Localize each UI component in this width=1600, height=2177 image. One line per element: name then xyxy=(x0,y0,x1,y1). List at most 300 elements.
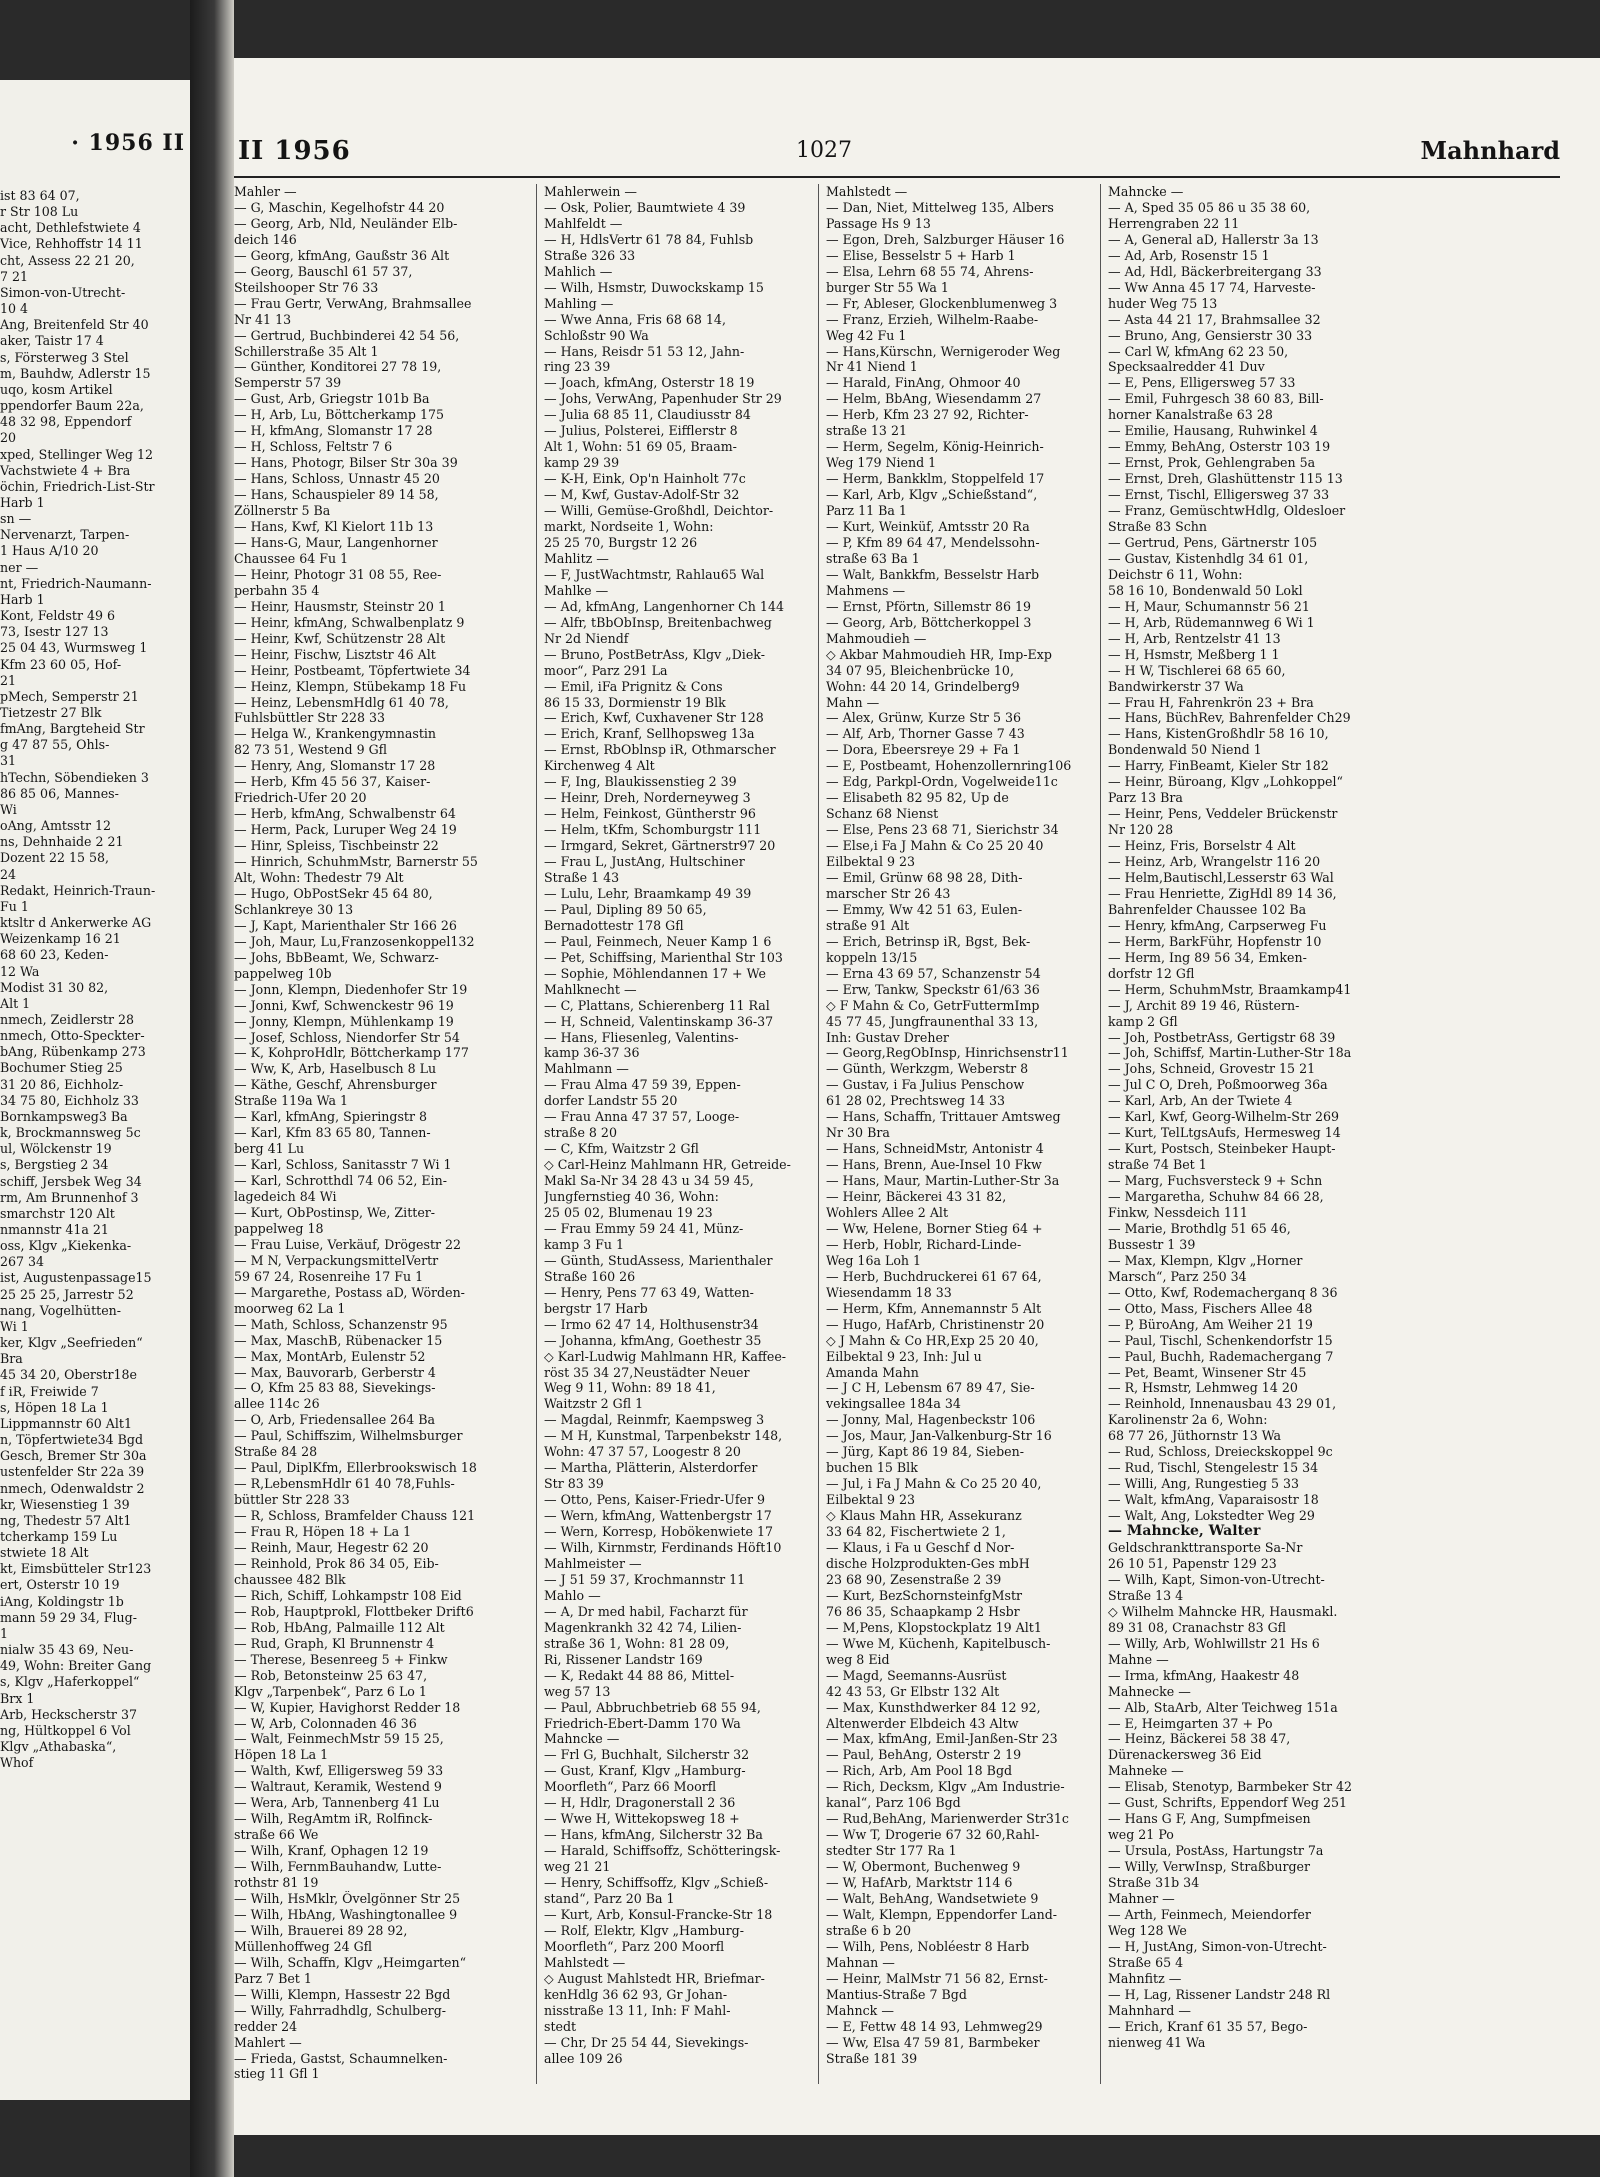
directory-entry-line: Bahrenfelder Chaussee 102 Ba xyxy=(1108,901,1307,917)
directory-entry-line: — Max, kfmAng, Emil-Janßen-Str 23 xyxy=(826,1731,1058,1747)
facing-page-line: hTechn, Söbendieken 3 xyxy=(0,769,149,785)
directory-entry-line: — Wern, kfmAng, Wattenbergstr 17 xyxy=(544,1508,772,1524)
directory-entry-line: stieg 11 Gfl 1 xyxy=(234,2066,320,2082)
directory-entry-line: Friedrich-Ebert-Damm 170 Wa xyxy=(544,1715,741,1731)
directory-entry-line: — Herm, Ing 89 56 34, Emken- xyxy=(1108,949,1307,965)
directory-entry-line: — K, KohproHdlr, Böttcherkamp 177 xyxy=(234,1045,469,1061)
facing-page-line: Bra xyxy=(0,1351,23,1367)
directory-entry-line: — Hinr, Spleiss, Tischbeinstr 22 xyxy=(234,838,439,854)
directory-entry-line: — Julia 68 85 11, Claudiusstr 84 xyxy=(544,407,751,423)
directory-entry-line: — Erich, Kwf, Cuxhavener Str 128 xyxy=(544,710,764,726)
directory-entry-line: — Erich, Kranf 61 35 57, Bego- xyxy=(1108,2018,1308,2034)
facing-page-line: ng, Thedestr 57 Alt1 xyxy=(0,1512,132,1528)
facing-page-line: Simon-von-Utrecht- xyxy=(0,284,126,300)
directory-entry-line: straße 74 Bet 1 xyxy=(1108,1157,1207,1173)
facing-page-line: oss, Klgv „Kiekenka- xyxy=(0,1238,132,1254)
directory-entry-line: Karolinenstr 2a 6, Wohn: xyxy=(1108,1412,1268,1428)
directory-entry-line: 26 10 51, Papenstr 129 23 xyxy=(1108,1555,1277,1571)
directory-entry-line: — Otto, Pens, Kaiser-Friedr-Ufer 9 xyxy=(544,1492,766,1508)
directory-entry-line: — A, Sped 35 05 86 u 35 38 60, xyxy=(1108,199,1311,215)
directory-entry-line: — Heinz, LebensmHdlg 61 40 78, xyxy=(234,694,449,710)
directory-entry-line: — Joh, Maur, Lu,Franzosenkoppel132 xyxy=(234,933,475,949)
facing-page-line: 31 xyxy=(0,753,17,769)
column-divider xyxy=(1100,184,1101,2084)
directory-entry-line: allee 114c 26 xyxy=(234,1396,320,1412)
directory-entry-line: — Marie, Brothdlg 51 65 46, xyxy=(1108,1220,1291,1236)
directory-entry-line: Deichstr 6 11, Wohn: xyxy=(1108,566,1243,582)
directory-entry-line: — Frau H, Fahrenkrön 23 + Bra xyxy=(1108,694,1314,710)
directory-entry-line: straße 36 1, Wohn: 81 28 09, xyxy=(544,1635,730,1651)
directory-entry-line: — Karl, Kwf, Georg-Wilhelm-Str 269 xyxy=(1108,1109,1340,1125)
directory-column-1 xyxy=(234,184,526,2084)
directory-entry-line: — Hans, BüchRev, Bahrenfelder Ch29 xyxy=(1108,710,1351,726)
directory-entry-line: — Ursula, PostAss, Hartungstr 7a xyxy=(1108,1843,1324,1859)
facing-page-line: xped, Stellinger Weg 12 xyxy=(0,446,154,462)
directory-entry-line: — Max, Bauvorarb, Gerberstr 4 xyxy=(234,1364,436,1380)
directory-entry-line: — Helga W., Krankengymnastin xyxy=(234,726,437,742)
directory-entry-line: — Franz, GemüschtwHdlg, Oldesloer xyxy=(1108,503,1346,519)
directory-entry-line: — Paul, BehAng, Osterstr 2 19 xyxy=(826,1747,1022,1763)
facing-page-line: 12 Wa xyxy=(0,963,40,979)
directory-entry-line: — Carl W, kfmAng 62 23 50, xyxy=(1108,343,1289,359)
directory-entry-line: — H, Schloss, Feltstr 7 6 xyxy=(234,439,393,455)
directory-entry-line: — Wern, Korresp, Hobökenwiete 17 xyxy=(544,1524,773,1540)
directory-entry-line: — M N, VerpackungsmittelVertr xyxy=(234,1252,439,1268)
directory-entry-line: Moorfleth“, Parz 66 Moorfl xyxy=(544,1779,717,1795)
directory-entry-line: straße 6 b 20 xyxy=(826,1922,912,1938)
directory-entry-line: Bandwirkerstr 37 Wa xyxy=(1108,678,1244,694)
directory-entry-line: — Erich, Betrinsp iR, Bgst, Bek- xyxy=(826,933,1031,949)
directory-entry-line: Mahlstedt — xyxy=(826,184,908,199)
directory-entry-line: perbahn 35 4 xyxy=(234,582,320,598)
directory-entry-line: — Georg, Bauschl 61 57 37, xyxy=(234,263,413,279)
directory-entry-line: Mahlstedt — xyxy=(544,1954,626,1970)
facing-page-line: 1 xyxy=(0,1625,9,1641)
directory-entry-line: — Ad, Hdl, Bäckerbreitergang 33 xyxy=(1108,263,1322,279)
directory-entry-line: Straße 181 39 xyxy=(826,2050,918,2066)
directory-entry-line: — Helm, Feinkost, Güntherstr 96 xyxy=(544,806,756,822)
directory-entry-line: — Johanna, kfmAng, Goethestr 35 xyxy=(544,1332,762,1348)
directory-entry-line: — Karl, Schrotthdl 74 06 52, Ein- xyxy=(234,1173,447,1189)
directory-entry-line: 58 16 10, Bondenwald 50 Lokl xyxy=(1108,582,1303,598)
directory-entry-line: — Otto, Mass, Fischers Allee 48 xyxy=(1108,1300,1313,1316)
directory-entry-line: — Paul, Abbruchbetrieb 68 55 94, xyxy=(544,1699,761,1715)
directory-entry-line: nienweg 41 Wa xyxy=(1108,2034,1206,2050)
directory-entry-line: Specksaalredder 41 Duv xyxy=(1108,359,1265,375)
directory-entry-line: — C, Kfm, Waitzstr 2 Gfl xyxy=(544,1141,699,1157)
directory-entry-line: — Georg,RegObInsp, Hinrichsenstr11 xyxy=(826,1045,1069,1061)
directory-entry-line: Weg 16a Loh 1 xyxy=(826,1252,922,1268)
facing-page-line: aker, Taistr 17 4 xyxy=(0,333,104,349)
directory-entry-line: 23 68 90, Zesenstraße 2 39 xyxy=(826,1571,1002,1587)
facing-page-line: 267 34 xyxy=(0,1254,45,1270)
directory-entry-line: — Max, Klempn, Klgv „Horner xyxy=(1108,1252,1303,1268)
directory-entry-line: — Heinr, Photogr 31 08 55, Ree- xyxy=(234,566,442,582)
directory-entry-line: Straße 13 4 xyxy=(1108,1587,1184,1603)
facing-page-line: k, Brockmannsweg 5c xyxy=(0,1125,141,1141)
directory-entry-line: — Hans,Kürschn, Wernigeroder Weg xyxy=(826,343,1061,359)
directory-entry-line: — P, Kfm 89 64 47, Mendelssohn- xyxy=(826,534,1040,550)
directory-entry-line: dorfstr 12 Gfl xyxy=(1108,965,1195,981)
directory-entry-line: — Jürg, Kapt 86 19 84, Sieben- xyxy=(826,1444,1024,1460)
directory-entry-line: — Ernst, Prok, Gehlengraben 5a xyxy=(1108,455,1316,471)
facing-page-line: ppendorfer Baum 22a, xyxy=(0,398,144,414)
directory-entry-line: büttler Str 228 33 xyxy=(234,1492,350,1508)
directory-entry-line: — Frl G, Buchhalt, Silcherstr 32 xyxy=(544,1747,750,1763)
directory-entry-line: Straße 326 33 xyxy=(544,247,636,263)
directory-entry-line: — Mahncke, Walter xyxy=(1108,1524,1261,1540)
facing-page-line: mann 59 29 34, Flug- xyxy=(0,1609,137,1625)
directory-entry-line: — Heinr, Fischw, Lisztstr 46 Alt xyxy=(234,646,436,662)
directory-entry-line: — Walt, FeinmechMstr 59 15 25, xyxy=(234,1731,444,1747)
facing-page-line: s, Bergstieg 2 34 xyxy=(0,1157,109,1173)
directory-entry-line: — H W, Tischlerei 68 65 60, xyxy=(1108,662,1286,678)
facing-page-line: 1 Haus A/10 20 xyxy=(0,543,99,559)
directory-entry-line: — Joh, PostbetrAss, Gertigstr 68 39 xyxy=(1108,1029,1336,1045)
directory-entry-line: — H, JustAng, Simon-von-Utrecht- xyxy=(1108,1938,1327,1954)
directory-entry-line: — Frieda, Gastst, Schaumnelken- xyxy=(234,2050,448,2066)
facing-page-line: Redakt, Heinrich-Traun- xyxy=(0,882,156,898)
directory-entry-line: — M,Pens, Klopstockplatz 19 Alt1 xyxy=(826,1619,1042,1635)
directory-entry-line: Nr 41 13 xyxy=(234,311,292,327)
directory-entry-line: straße 91 Alt xyxy=(826,917,910,933)
directory-entry-line: — Pet, Schiffsing, Marienthal Str 103 xyxy=(544,949,783,965)
facing-page-line: schiff, Jersbek Weg 34 xyxy=(0,1173,142,1189)
facing-page-line: s, Höpen 18 La 1 xyxy=(0,1399,109,1415)
facing-page-line: Wi 1 xyxy=(0,1318,29,1334)
directory-entry-line: — Willi, Ang, Rungestieg 5 33 xyxy=(1108,1476,1300,1492)
facing-page-line: Bochumer Stieg 25 xyxy=(0,1060,123,1076)
directory-entry-line: — Ww, Elsa 47 59 81, Barmbeker xyxy=(826,2034,1040,2050)
facing-page-line: tcherkamp 159 Lu xyxy=(0,1528,118,1544)
facing-page-line: nmech, Odenwaldstr 2 xyxy=(0,1480,145,1496)
directory-entry-line: Nr 120 28 xyxy=(1108,822,1174,838)
directory-entry-line: — Heinr, MalMstr 71 56 82, Ernst- xyxy=(826,1970,1048,1986)
directory-entry-line: Amanda Mahn xyxy=(826,1364,919,1380)
directory-entry-line: — Hans, KistenGroßhdlr 58 16 10, xyxy=(1108,726,1329,742)
directory-entry-line: straße 66 We xyxy=(234,1827,319,1843)
facing-page-line: fmAng, Bargteheid Str xyxy=(0,721,145,737)
directory-entry-line: — H, Schneid, Valentinskamp 36-37 xyxy=(544,1013,774,1029)
directory-entry-line: — Gust, Schrifts, Eppendorf Weg 251 xyxy=(1108,1795,1348,1811)
directory-entry-line: — Heinr, Dreh, Norderneyweg 3 xyxy=(544,790,751,806)
directory-entry-line: — Emil, iFa Prignitz & Cons xyxy=(544,678,723,694)
directory-entry-line: ◇ Wilhelm Mahncke HR, Hausmakl. xyxy=(1108,1603,1338,1619)
directory-entry-line: — Wilh, Kapt, Simon-von-Utrecht- xyxy=(1108,1571,1325,1587)
directory-entry-line: — Joh, Schiffsf, Martin-Luther-Str 18a xyxy=(1108,1045,1352,1061)
directory-entry-line: chaussee 482 Blk xyxy=(234,1571,346,1587)
directory-entry-line: — Wera, Arb, Tannenberg 41 Lu xyxy=(234,1795,440,1811)
directory-entry-line: Mahlmeister — xyxy=(544,1555,642,1571)
facing-page-line: ker, Klgv „Seefrieden“ xyxy=(0,1335,143,1351)
facing-page-line: s, Försterweg 3 Stel xyxy=(0,349,129,365)
directory-entry-line: Mahnecke — xyxy=(1108,1683,1191,1699)
facing-page-line: smarchstr 120 Alt xyxy=(0,1205,115,1221)
directory-entry-line: — Alb, StaArb, Alter Teichweg 151a xyxy=(1108,1699,1338,1715)
directory-entry-line: — Ernst, RbOblnsp iR, Othmarscher xyxy=(544,742,776,758)
directory-entry-line: — Walt, Klempn, Eppendorfer Land- xyxy=(826,1906,1058,1922)
directory-entry-line: Müllenhoffweg 24 Gfl xyxy=(234,1938,373,1954)
directory-entry-line: — Paul, Buchh, Rademachergang 7 xyxy=(1108,1348,1334,1364)
directory-entry-line: — M, Kwf, Gustav-Adolf-Str 32 xyxy=(544,487,740,503)
directory-entry-line: — Hans, Kwf, Kl Kielort 11b 13 xyxy=(234,519,434,535)
directory-entry-line: — Karl, Kfm 83 65 80, Tannen- xyxy=(234,1125,431,1141)
directory-entry-line: Straße 83 Schn xyxy=(1108,519,1208,535)
directory-entry-line: Dürenackersweg 36 Eid xyxy=(1108,1747,1262,1763)
facing-page-line: nmech, Zeidlerstr 28 xyxy=(0,1011,135,1027)
directory-entry-line: — Magd, Seemanns-Ausrüst xyxy=(826,1667,1007,1683)
directory-entry-line: 33 64 82, Fischertwiete 2 1, xyxy=(826,1524,1006,1540)
directory-entry-line: — Irmgard, Sekret, Gärtnerstr97 20 xyxy=(544,838,776,854)
facing-page-line: s, Klgv „Haferkoppel“ xyxy=(0,1674,140,1690)
directory-entry-line: — Alf, Arb, Thorner Gasse 7 43 xyxy=(826,726,1025,742)
directory-entry-line: — Walt, Ang, Lokstedter Weg 29 xyxy=(1108,1508,1315,1524)
directory-entry-line: ◇ Karl-Ludwig Mahlmann HR, Kaffee- xyxy=(544,1348,787,1364)
facing-page-line: Arb, Heckscherstr 37 xyxy=(0,1706,137,1722)
directory-entry-line: 86 15 33, Dormienstr 19 Blk xyxy=(544,694,726,710)
facing-page-line: n, Töpfertwiete34 Bgd xyxy=(0,1432,144,1448)
facing-page-line: Alt 1 xyxy=(0,995,31,1011)
facing-page-line: Harb 1 xyxy=(0,494,45,510)
directory-entry-line: stedt xyxy=(544,2018,577,2034)
directory-entry-line: 34 07 95, Bleichenbrücke 10, xyxy=(826,662,1014,678)
directory-page xyxy=(234,58,1600,2135)
directory-entry-line: — Walt, kfmAng, Vaparaisostr 18 xyxy=(1108,1492,1319,1508)
directory-entry-line: marscher Str 26 43 xyxy=(826,885,951,901)
directory-entry-line: moorweg 62 La 1 xyxy=(234,1300,346,1316)
directory-entry-line: — Georg, kfmAng, Gaußstr 36 Alt xyxy=(234,247,450,263)
directory-entry-line: ◇ August Mahlstedt HR, Briefmar- xyxy=(544,1970,765,1986)
directory-entry-line: Wohlers Allee 2 Alt xyxy=(826,1205,949,1220)
directory-entry-line: buchen 15 Blk xyxy=(826,1460,918,1476)
directory-entry-line: — R,LebensmHdlr 61 40 78,Fuhls- xyxy=(234,1476,455,1492)
directory-entry-line: allee 109 26 xyxy=(544,2050,623,2066)
directory-entry-line: — E, Heimgarten 37 + Po xyxy=(1108,1715,1273,1731)
directory-entry-line: — J, Kapt, Marienthaler Str 166 26 xyxy=(234,917,457,933)
directory-entry-line: — W, Kupier, Havighorst Redder 18 xyxy=(234,1699,461,1715)
facing-page-line: 24 xyxy=(0,866,17,882)
directory-entry-line: — Kurt, TelLtgsAufs, Hermesweg 14 xyxy=(1108,1125,1341,1141)
directory-entry-line: bergstr 17 Harb xyxy=(544,1300,648,1316)
directory-entry-line: — Herm, Bankklm, Stoppelfeld 17 xyxy=(826,471,1045,487)
directory-entry-line: — Ernst, Pförtn, Sillemstr 86 19 xyxy=(826,598,1032,614)
directory-entry-line: — Helm, tKfm, Schomburgstr 111 xyxy=(544,822,762,838)
directory-entry-line: — Ernst, Dreh, Glashüttenstr 115 13 xyxy=(1108,471,1343,487)
directory-entry-line: — Elise, Besselstr 5 + Harb 1 xyxy=(826,247,1016,263)
directory-entry-line: — Paul, Tischl, Schenkendorfstr 15 xyxy=(1108,1332,1333,1348)
directory-entry-line: — Harald, FinAng, Ohmoor 40 xyxy=(826,375,1021,391)
directory-entry-line: — Klaus, i Fa u Geschf d Nor- xyxy=(826,1540,1015,1556)
directory-entry-line: Parz 11 Ba 1 xyxy=(826,503,907,519)
directory-entry-line: — Herm, Segelm, König-Heinrich- xyxy=(826,439,1044,455)
facing-page-line: 49, Wohn: Breiter Gang xyxy=(0,1658,152,1674)
facing-page-line: nialw 35 43 69, Neu- xyxy=(0,1642,134,1658)
directory-entry-line: Marsch“, Parz 250 34 xyxy=(1108,1268,1247,1284)
directory-entry-line: Schillerstraße 35 Alt 1 xyxy=(234,343,379,359)
directory-entry-line: 61 28 02, Prechtsweg 14 33 xyxy=(826,1093,1006,1109)
directory-entry-line: — Helm, BbAng, Wiesendamm 27 xyxy=(826,391,1042,407)
directory-entry-line: — E, Postbeamt, Hohenzollernring106 xyxy=(826,758,1072,774)
directory-entry-line: Friedrich-Ufer 20 20 xyxy=(234,790,367,806)
directory-entry-line: — Wwe Anna, Fris 68 68 14, xyxy=(544,311,726,327)
directory-entry-line: — Gustav, i Fa Julius Penschow xyxy=(826,1077,1025,1093)
directory-entry-line: — Julius, Polsterei, Eifflerstr 8 xyxy=(544,423,738,439)
directory-entry-line: kamp 2 Gfl xyxy=(1108,1013,1178,1029)
directory-entry-line: dische Holzprodukten-Ges mbH xyxy=(826,1555,1030,1571)
facing-page-line: uqo, kosm Artikel xyxy=(0,381,113,397)
directory-entry-line: Parz 7 Bet 1 xyxy=(234,1970,312,1986)
directory-entry-line: horner Kanalstraße 63 28 xyxy=(1108,407,1273,423)
directory-entry-line: — Otto, Kwf, Rodemacherganq 8 36 xyxy=(1108,1284,1338,1300)
directory-entry-line: — Rud, Schloss, Dreieckskoppel 9c xyxy=(1108,1444,1333,1460)
directory-entry-line: — Fr, Ableser, Glockenblumenweg 3 xyxy=(826,295,1058,311)
directory-entry-line: — Alex, Grünw, Kurze Str 5 36 xyxy=(826,710,1021,726)
directory-entry-line: — Rich, Schiff, Lohkampstr 108 Eid xyxy=(234,1587,462,1603)
directory-entry-line: — Wilh, Kirnmstr, Ferdinands Höft10 xyxy=(544,1540,782,1556)
facing-page-line: r Str 108 Lu xyxy=(0,204,79,220)
directory-entry-line: — Gertrud, Buchbinderei 42 54 56, xyxy=(234,327,460,343)
directory-entry-line: huder Weg 75 13 xyxy=(1108,295,1218,311)
directory-entry-line: — Hans, Fliesenleg, Valentins- xyxy=(544,1029,739,1045)
directory-entry-line: — Jul C O, Dreh, Poßmoorweg 36a xyxy=(1108,1077,1328,1093)
running-head: Mahnhard xyxy=(1420,136,1560,165)
facing-page-line: 21 xyxy=(0,672,17,688)
directory-entry-line: Wiesendamm 18 33 xyxy=(826,1284,952,1300)
directory-entry-line: Kirchenweg 4 Alt xyxy=(544,758,655,774)
directory-entry-line: Straße 1 43 xyxy=(544,869,620,885)
directory-entry-line: Herrengraben 22 11 xyxy=(1108,215,1240,231)
directory-entry-line: — Helm,Bautischl,Lesserstr 63 Wal xyxy=(1108,869,1334,885)
directory-entry-line: — Heinz, Klempn, Stübekamp 18 Fu xyxy=(234,678,467,694)
directory-entry-line: — J, Archit 89 19 46, Rüstern- xyxy=(1108,997,1300,1013)
directory-entry-line: — Hans G F, Ang, Sumpfmeisen xyxy=(1108,1811,1311,1827)
directory-entry-line: Schanz 68 Nienst xyxy=(826,806,939,822)
directory-column-2 xyxy=(544,184,836,2084)
directory-entry-line: 59 67 24, Rosenreihe 17 Fu 1 xyxy=(234,1268,424,1284)
directory-entry-line: — K, Redakt 44 88 86, Mittel- xyxy=(544,1667,735,1683)
directory-entry-line: — Paul, Feinmech, Neuer Kamp 1 6 xyxy=(544,933,772,949)
directory-entry-line: weg 21 Po xyxy=(1108,1827,1174,1843)
directory-entry-line: — Franz, Erzieh, Wilhelm-Raabe- xyxy=(826,311,1039,327)
facing-page-line: nmannstr 41a 21 xyxy=(0,1222,109,1237)
directory-entry-line: Wohn: 44 20 14, Grindelberg9 xyxy=(826,678,1020,694)
directory-entry-line: — Emmy, BehAng, Osterstr 103 19 xyxy=(1108,439,1331,455)
facing-page-line: ner — xyxy=(0,559,39,575)
directory-entry-line: Finkw, Nessdeich 111 xyxy=(1108,1205,1248,1220)
directory-entry-line: — Hans, kfmAng, Silcherstr 32 Ba xyxy=(544,1827,763,1843)
directory-entry-line: Straße 84 28 xyxy=(234,1444,318,1460)
facing-page-line: Dozent 22 15 58, xyxy=(0,850,110,866)
directory-entry-line: Mahlmann — xyxy=(544,1061,629,1077)
directory-entry-line: — Bruno, PostBetrAss, Klgv „Diek- xyxy=(544,646,765,662)
directory-entry-line: — H, Maur, Schumannstr 56 21 xyxy=(1108,598,1310,614)
directory-entry-line: — Gust, Arb, Griegstr 101b Ba xyxy=(234,391,430,407)
directory-entry-line: — Kurt, BezSchornsteinfgMstr xyxy=(826,1587,1023,1603)
directory-entry-line: Eilbektal 9 23 xyxy=(826,1492,916,1508)
directory-entry-line: Alt 1, Wohn: 51 69 05, Braam- xyxy=(544,439,737,455)
directory-entry-line: Parz 13 Bra xyxy=(1108,790,1183,806)
directory-entry-line: — O, Arb, Friedensallee 264 Ba xyxy=(234,1412,435,1428)
directory-entry-line: — Herm, BarkFühr, Hopfenstr 10 xyxy=(1108,933,1322,949)
directory-entry-line: — Wwe M, Küchenh, Kapitelbusch- xyxy=(826,1635,1051,1651)
directory-entry-line: Alt, Wohn: Thedestr 79 Alt xyxy=(234,869,404,885)
directory-entry-line: — G, Maschin, Kegelhofstr 44 20 xyxy=(234,199,445,215)
facing-page-line: 68 60 23, Keden- xyxy=(0,947,109,963)
directory-entry-line: ◇ Akbar Mahmoudieh HR, Imp-Exp xyxy=(826,646,1052,662)
directory-entry-line: — Georg, Arb, Böttcherkoppel 3 xyxy=(826,614,1032,630)
directory-entry-line: — Emilie, Hausang, Ruhwinkel 4 xyxy=(1108,423,1318,439)
directory-entry-line: Semperstr 57 39 xyxy=(234,375,342,391)
directory-entry-line: — M H, Kunstmal, Tarpenbekstr 148, xyxy=(544,1428,783,1444)
directory-entry-line: — Chr, Dr 25 54 44, Sievekings- xyxy=(544,2034,749,2050)
directory-entry-line: — Paul, DiplKfm, Ellerbrookswisch 18 xyxy=(234,1460,477,1476)
directory-entry-line: — Frau Alma 47 59 39, Eppen- xyxy=(544,1077,741,1093)
page-number: 1027 xyxy=(796,138,852,163)
facing-page-line: 25 04 43, Wurmsweg 1 xyxy=(0,640,148,656)
directory-entry-line: Moorfleth“, Parz 200 Moorfl xyxy=(544,1938,725,1954)
directory-entry-line: — Magdal, Reinmfr, Kaempsweg 3 xyxy=(544,1412,765,1428)
directory-entry-line: ◇ Carl-Heinz Mahlmann HR, Getreide- xyxy=(544,1157,791,1173)
directory-entry-line: — E, Pens, Elligersweg 57 33 xyxy=(1108,375,1296,391)
directory-column-4 xyxy=(1108,184,1400,2084)
facing-page-line: ul, Wölckenstr 19 xyxy=(0,1141,112,1157)
directory-entry-line: Eilbektal 9 23, Inh: Jul u xyxy=(826,1348,982,1364)
directory-entry-line: 89 31 08, Cranachstr 83 Gfl xyxy=(1108,1619,1287,1635)
facing-page-line: Weizenkamp 16 21 xyxy=(0,931,121,947)
directory-entry-line: Mahne — xyxy=(1108,1651,1169,1667)
directory-entry-line: Bondenwald 50 Niend 1 xyxy=(1108,742,1262,758)
directory-entry-line: ◇ Klaus Mahn HR, Assekuranz xyxy=(826,1508,1022,1524)
facing-page-line: Harb 1 xyxy=(0,591,45,607)
directory-entry-line: — Hans, Schaffn, Trittauer Amtsweg xyxy=(826,1109,1061,1125)
directory-entry-line: — Harald, Schiffsoffz, Schötteringsk- xyxy=(544,1843,781,1859)
directory-entry-line: — Henry, Schiffsoffz, Klgv „Schieß- xyxy=(544,1875,769,1891)
directory-entry-line: Ri, Rissener Landstr 169 xyxy=(544,1651,703,1667)
directory-entry-line: — Frau Luise, Verkäuf, Drögestr 22 xyxy=(234,1236,462,1252)
facing-page-line: rm, Am Brunnenhof 3 xyxy=(0,1189,139,1205)
directory-entry-line: — Emil, Fuhrgesch 38 60 83, Bill- xyxy=(1108,391,1324,407)
directory-entry-line: — Wilh, HsMklr, Övelgönner Str 25 xyxy=(234,1890,461,1906)
directory-entry-line: kamp 3 Fu 1 xyxy=(544,1236,625,1252)
directory-entry-line: — Hans, SchneidMstr, Antonistr 4 xyxy=(826,1141,1044,1157)
directory-entry-line: — Therese, Besenreeg 5 + Finkw xyxy=(234,1651,448,1667)
directory-entry-line: — Erich, Kranf, Sellhopsweg 13a xyxy=(544,726,755,742)
directory-entry-line: — Willy, Fahrradhdlg, Schulberg- xyxy=(234,2002,447,2018)
directory-entry-line: — Johs, VerwAng, Papenhuder Str 29 xyxy=(544,391,782,407)
directory-entry-line: — Wilh, HbAng, Washingtonallee 9 xyxy=(234,1906,458,1922)
directory-entry-line: — H, Arb, Rentzelstr 41 13 xyxy=(1108,630,1281,646)
directory-entry-line: — Wilh, Pens, Nobléestr 8 Harb xyxy=(826,1938,1030,1954)
directory-entry-line: — Kurt, Weinküf, Amtsstr 20 Ra xyxy=(826,519,1030,535)
directory-entry-line: — Rob, Betonsteinw 25 63 47, xyxy=(234,1667,428,1683)
directory-entry-line: — Herm, Kfm, Annemannstr 5 Alt xyxy=(826,1300,1042,1316)
directory-entry-line: 76 86 35, Schaapkamp 2 Hsbr xyxy=(826,1603,1020,1619)
directory-entry-line: kamp 29 39 xyxy=(544,455,620,471)
directory-entry-line: — Elisab, Stenotyp, Barmbeker Str 42 xyxy=(1108,1779,1353,1795)
directory-entry-line: — Walt, BehAng, Wandsetwiete 9 xyxy=(826,1890,1039,1906)
directory-entry-line: — Heinz, Fris, Borselstr 4 Alt xyxy=(1108,838,1296,854)
directory-entry-line: — Erw, Tankw, Speckstr 61/63 36 xyxy=(826,981,1040,997)
directory-entry-line: — J C H, Lebensm 67 89 47, Sie- xyxy=(826,1380,1035,1396)
directory-entry-line: weg 8 Eid xyxy=(826,1651,890,1667)
directory-entry-line: — Hans, Reisdr 51 53 12, Jahn- xyxy=(544,343,745,359)
directory-entry-line: — Kurt, Arb, Konsul-Francke-Str 18 xyxy=(544,1906,773,1922)
directory-entry-line: — Karl, Schloss, Sanitasstr 7 Wi 1 xyxy=(234,1157,452,1173)
page-header xyxy=(234,136,1600,178)
facing-page-line: cht, Assess 22 21 20, xyxy=(0,252,135,268)
directory-entry-line: Mahlerwein — xyxy=(544,184,637,199)
directory-entry-line: redder 24 xyxy=(234,2018,298,2034)
